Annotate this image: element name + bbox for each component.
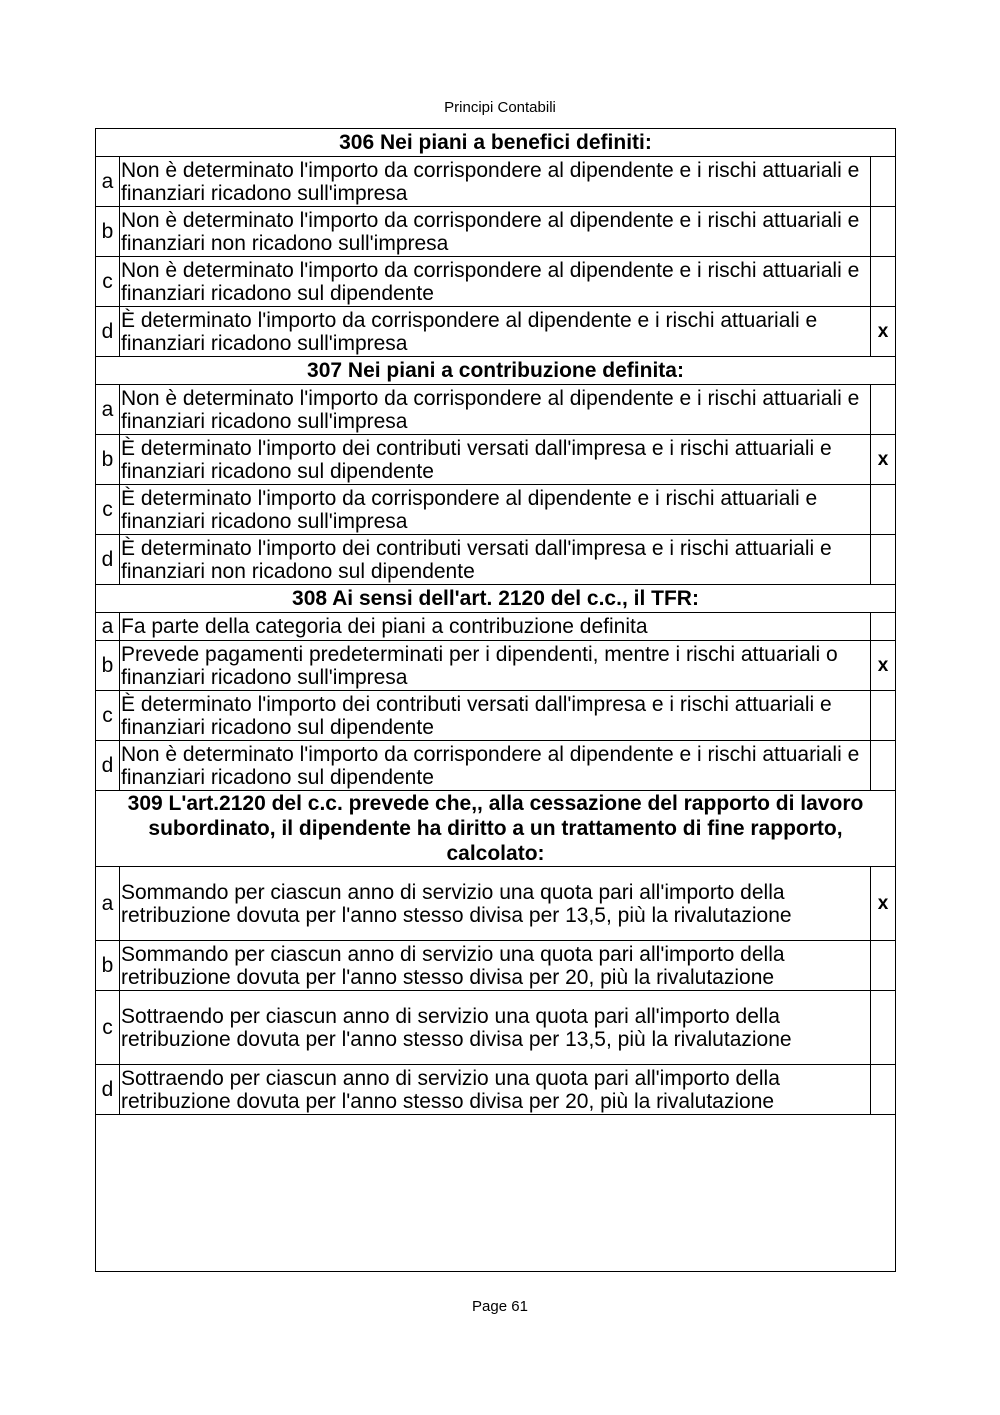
page-header: Principi Contabili xyxy=(444,99,556,116)
answer-mark xyxy=(870,741,895,791)
answer-row xyxy=(96,991,896,1065)
answer-letter: b xyxy=(96,641,120,691)
answer-mark xyxy=(870,941,895,991)
answer-mark xyxy=(870,535,895,585)
question-title: 307 Nei piani a contribuzione definita: xyxy=(96,357,896,385)
answer-letter: d xyxy=(96,307,120,357)
answer-mark xyxy=(870,157,895,207)
answer-row xyxy=(96,385,896,435)
answer-row xyxy=(96,207,896,257)
answer-text: Fa parte della categoria dei piani a contribuzione definita xyxy=(120,613,871,641)
answer-mark: x xyxy=(870,435,895,485)
question-title: 308 Ai sensi dell'art. 2120 del c.c., il TFR: xyxy=(96,585,896,613)
answer-letter: b xyxy=(96,435,120,485)
answer-text: Sottraendo per ciascun anno di servizio una quota pari all'importo della retribuzione dovuta per l'anno stesso divisa per 13,5, più la rivalutazione xyxy=(120,991,871,1065)
answer-mark xyxy=(870,613,895,641)
answer-letter: c xyxy=(96,257,120,307)
answer-mark: x xyxy=(870,867,895,941)
answer-letter: c xyxy=(96,691,120,741)
answer-row xyxy=(96,691,896,741)
answer-text: Non è determinato l'importo da corrispondere al dipendente e i rischi attuariali e finanziari non ricadono sull'impresa xyxy=(120,207,871,257)
answer-mark: x xyxy=(870,641,895,691)
answer-row xyxy=(96,485,896,535)
answer-text: Non è determinato l'importo da corrispondere al dipendente e i rischi attuariali e finanziari ricadono sul dipendente xyxy=(120,257,871,307)
answer-letter: d xyxy=(96,741,120,791)
answer-letter: a xyxy=(96,385,120,435)
question-row xyxy=(96,585,896,613)
answer-mark xyxy=(870,257,895,307)
answer-row xyxy=(96,741,896,791)
answer-row xyxy=(96,435,896,485)
answer-row xyxy=(96,307,896,357)
answer-letter: a xyxy=(96,613,120,641)
answer-letter: c xyxy=(96,991,120,1065)
question-title: 306 Nei piani a benefici definiti: xyxy=(96,129,896,157)
answer-letter: d xyxy=(96,1065,120,1115)
answer-row xyxy=(96,157,896,207)
page-number: Page 61 xyxy=(472,1298,528,1315)
question-row xyxy=(96,357,896,385)
answer-text: È determinato l'importo dei contributi versati dall'impresa e i rischi attuariali e finanziari non ricadono sul dipendente xyxy=(120,535,871,585)
answer-letter: b xyxy=(96,207,120,257)
answer-mark xyxy=(870,385,895,435)
question-row xyxy=(96,791,896,867)
answer-letter: b xyxy=(96,941,120,991)
answer-text: Non è determinato l'importo da corrispondere al dipendente e i rischi attuariali e finanziari ricadono sull'impresa xyxy=(120,385,871,435)
answer-text: Sottraendo per ciascun anno di servizio una quota pari all'importo della retribuzione dovuta per l'anno stesso divisa per 20, più la rivalutazione xyxy=(120,1065,871,1115)
answer-mark: x xyxy=(870,307,895,357)
answer-text: È determinato l'importo dei contributi versati dall'impresa e i rischi attuariali e finanziari ricadono sul dipendente xyxy=(120,435,871,485)
answer-text: Non è determinato l'importo da corrispondere al dipendente e i rischi attuariali e finanziari ricadono sull'impresa xyxy=(120,157,871,207)
answer-letter: a xyxy=(96,867,120,941)
answer-row xyxy=(96,535,896,585)
answer-letter: c xyxy=(96,485,120,535)
question-title: 309 L'art.2120 del c.c. prevede che,, alla cessazione del rapporto di lavoro subordinato, il dipendente ha diritto a un trattamento di fine rapporto, calcolato: xyxy=(96,791,896,867)
answer-mark xyxy=(870,485,895,535)
answer-text: Sommando per ciascun anno di servizio una quota pari all'importo della retribuzione dovuta per l'anno stesso divisa per 20, più la rivalutazione xyxy=(120,941,871,991)
answer-row xyxy=(96,941,896,991)
answer-mark xyxy=(870,1065,895,1115)
answer-mark xyxy=(870,691,895,741)
answer-text: È determinato l'importo da corrispondere al dipendente e i rischi attuariali e finanziari ricadono sull'impresa xyxy=(120,307,871,357)
answer-text: Non è determinato l'importo da corrispondere al dipendente e i rischi attuariali e finanziari ricadono sul dipendente xyxy=(120,741,871,791)
answer-mark xyxy=(870,207,895,257)
answer-row xyxy=(96,867,896,941)
answer-row xyxy=(96,1065,896,1115)
answer-letter: d xyxy=(96,535,120,585)
answer-row xyxy=(96,613,896,641)
answer-text: È determinato l'importo da corrispondere al dipendente e i rischi attuariali e finanziari ricadono sull'impresa xyxy=(120,485,871,535)
answer-row xyxy=(96,257,896,307)
question-row xyxy=(96,129,896,157)
quiz-table xyxy=(95,128,896,1115)
answer-text: Prevede pagamenti predeterminati per i dipendenti, mentre i rischi attuariali o finanziari ricadono sull'impresa xyxy=(120,641,871,691)
answer-letter: a xyxy=(96,157,120,207)
answer-text: È determinato l'importo dei contributi versati dall'impresa e i rischi attuariali e finanziari ricadono sul dipendente xyxy=(120,691,871,741)
answer-mark xyxy=(870,991,895,1065)
answer-row xyxy=(96,641,896,691)
answer-text: Sommando per ciascun anno di servizio una quota pari all'importo della retribuzione dovuta per l'anno stesso divisa per 13,5, più la rivalutazione xyxy=(120,867,871,941)
